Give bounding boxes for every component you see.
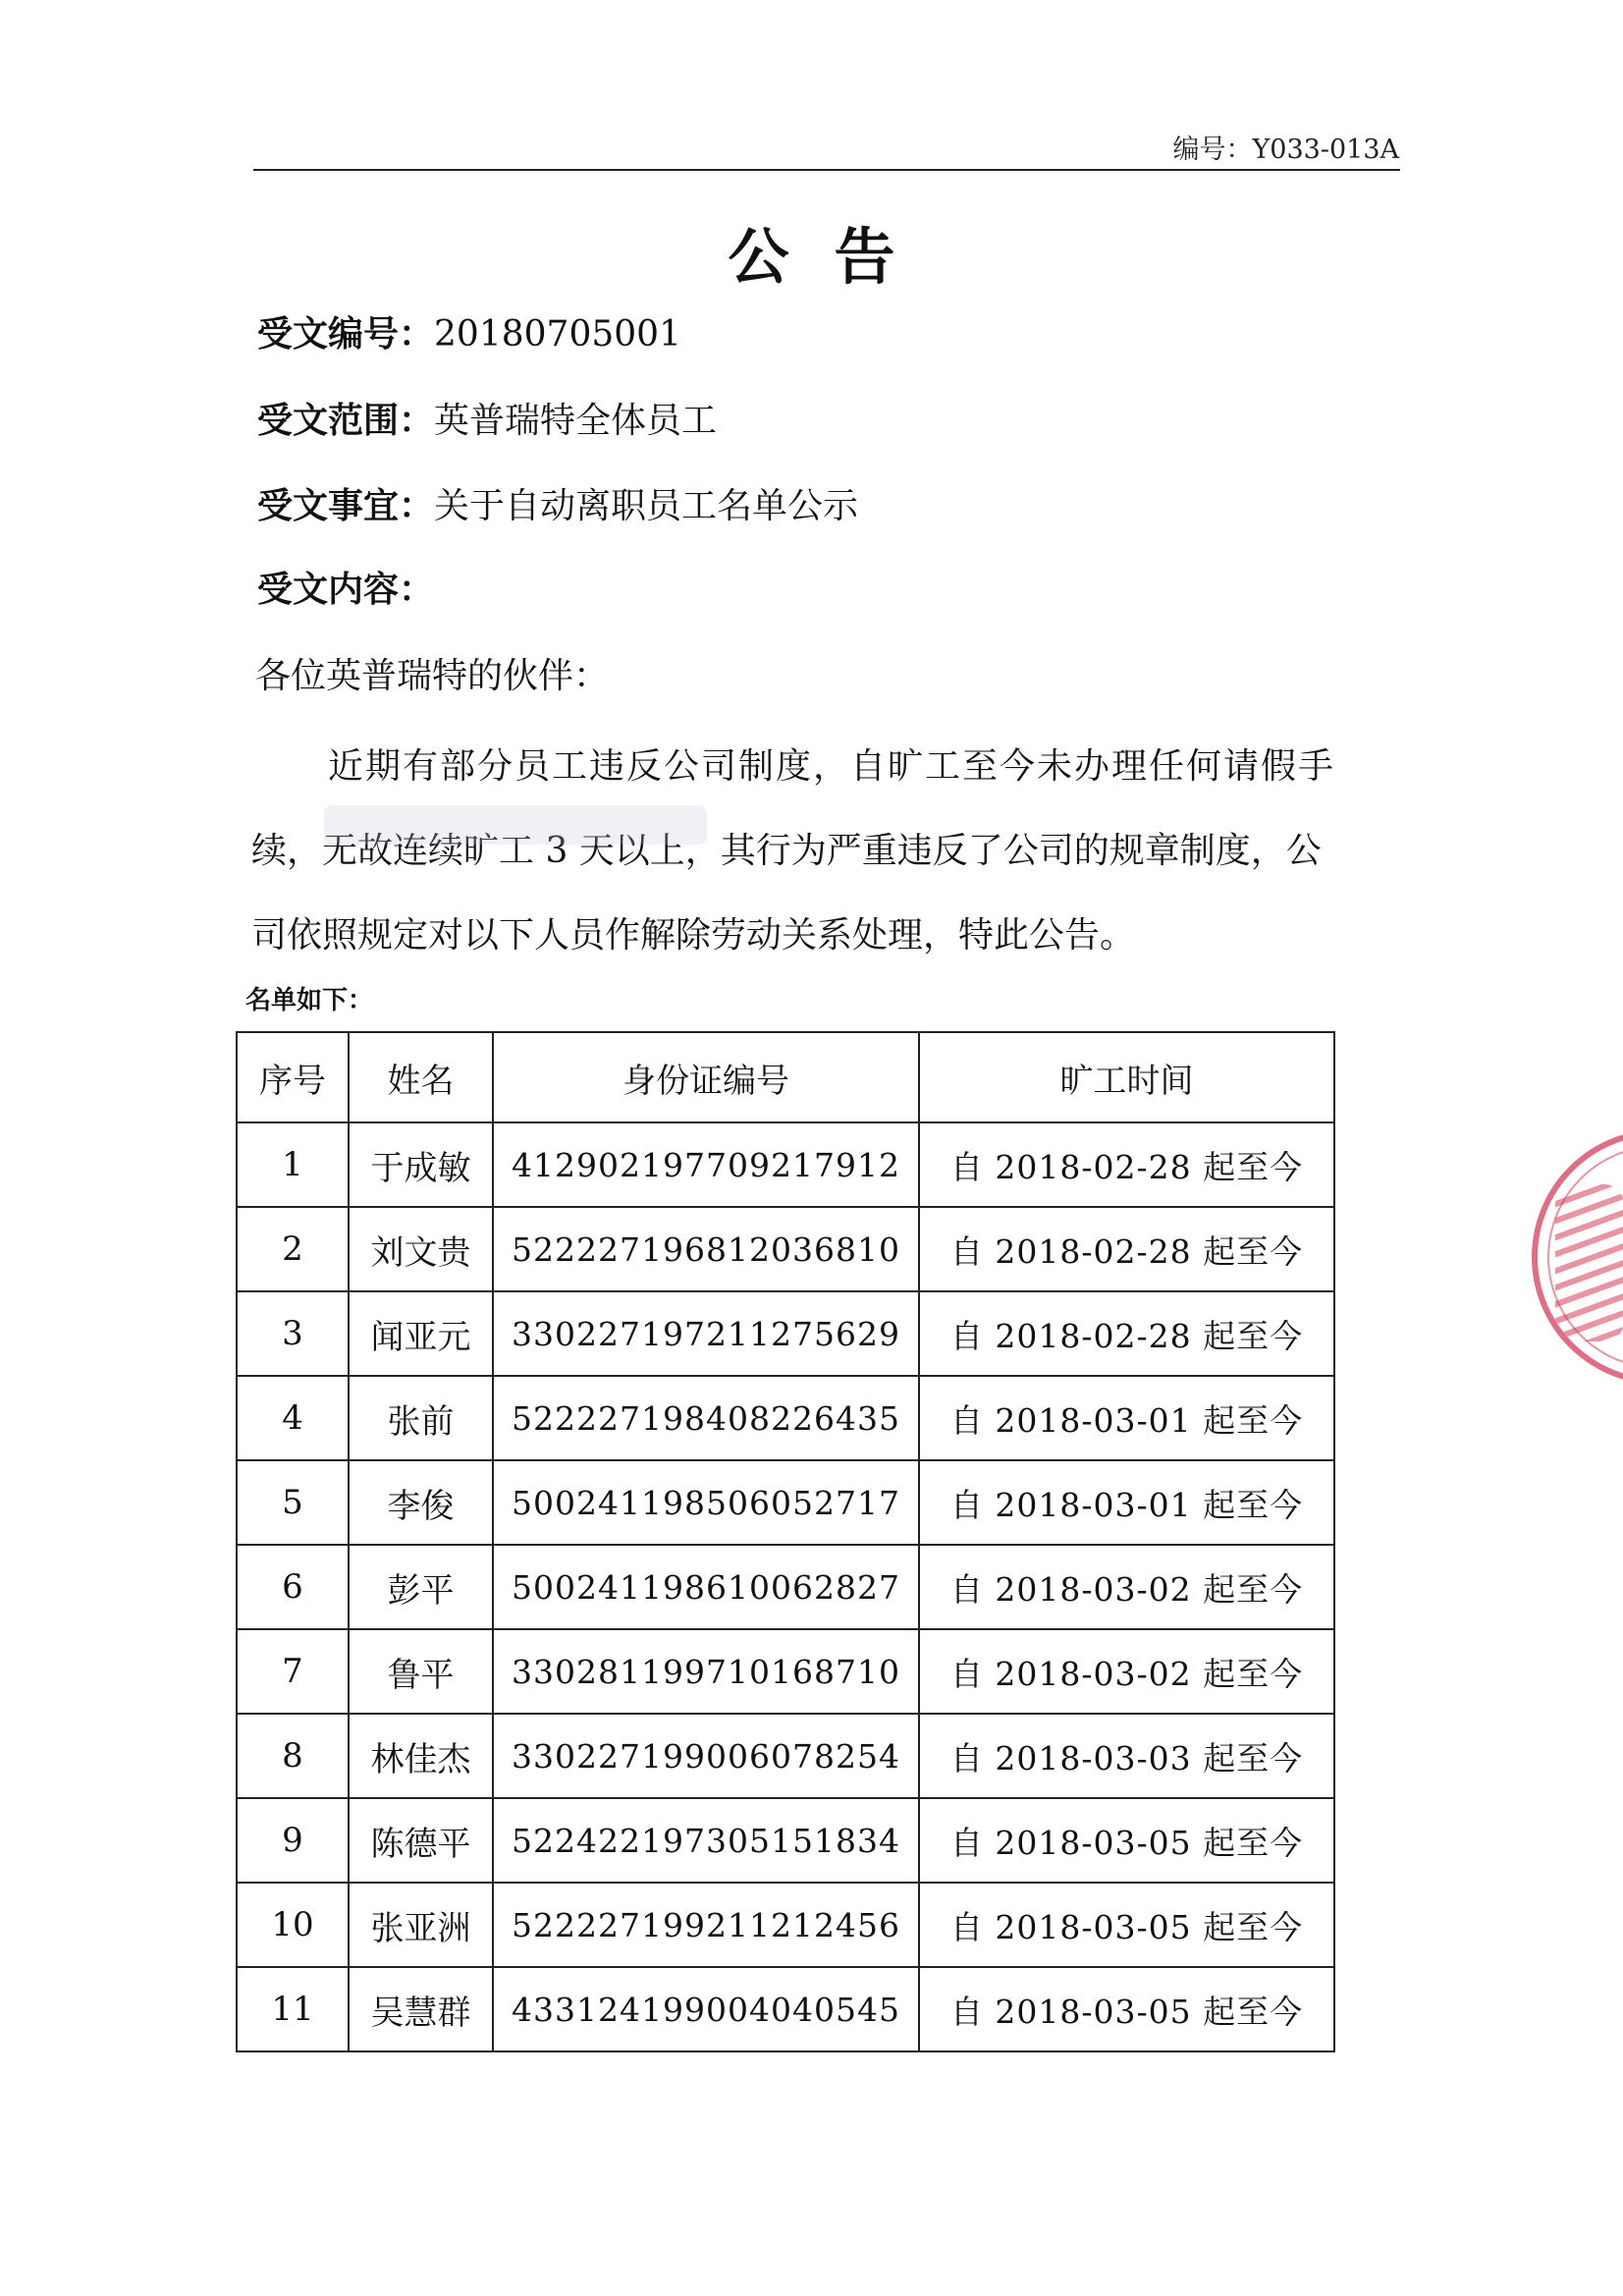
table-row [237, 1967, 1334, 2051]
cell-id-number: 330281199710168710 [493, 1629, 919, 1714]
cell-id-number: 330227197211275629 [493, 1291, 919, 1376]
cell-id-number: 500241198610062827 [493, 1545, 919, 1629]
table-row [237, 1291, 1334, 1376]
cell-absence-period: 自 2018-02-28 起至今 [919, 1291, 1334, 1376]
body-line-2: 续，无故连续旷工 3 天以上，其行为严重违反了公司的规章制度，公 [251, 831, 1322, 871]
field-doc-id-value: 20180705001 [434, 314, 681, 355]
cell-index: 5 [237, 1460, 349, 1545]
page-title: 公告 [728, 221, 941, 293]
cell-index: 3 [237, 1291, 349, 1376]
table-header-row [237, 1032, 1334, 1122]
company-seal [1532, 1129, 1623, 1385]
field-scope-value: 英普瑞特全体员工 [434, 401, 718, 441]
table-row [237, 1714, 1334, 1798]
salutation: 各位英普瑞特的伙伴： [255, 656, 610, 696]
field-subject-value: 关于自动离职员工名单公示 [434, 486, 859, 526]
body-line-3: 司依照规定对以下人员作解除劳动关系处理，特此公告。 [251, 915, 1136, 956]
field-content-label: 受文内容： [257, 570, 435, 610]
table-row [237, 1798, 1334, 1883]
absentee-table [236, 1031, 1335, 2052]
cell-id-number: 330227199006078254 [493, 1714, 919, 1798]
cell-absence-period: 自 2018-03-02 起至今 [919, 1629, 1334, 1714]
field-scope [257, 393, 717, 443]
document-number: 编号：Y033-013A [1172, 135, 1399, 165]
cell-index: 1 [237, 1122, 349, 1207]
cell-index: 8 [237, 1714, 349, 1798]
header-absence-period: 旷工时间 [919, 1032, 1334, 1122]
cell-id-number: 522422197305151834 [493, 1798, 919, 1883]
field-doc-id [257, 306, 681, 356]
cell-id-number: 433124199004040545 [493, 1967, 919, 2051]
header-index: 序号 [237, 1032, 349, 1122]
cell-absence-period: 自 2018-03-05 起至今 [919, 1883, 1334, 1967]
cell-absence-period: 自 2018-03-03 起至今 [919, 1714, 1334, 1798]
cell-name: 张亚洲 [349, 1883, 493, 1967]
list-label: 名单如下： [245, 986, 374, 1015]
scan-smudge [324, 805, 707, 845]
cell-index: 10 [237, 1883, 349, 1967]
cell-index: 4 [237, 1376, 349, 1460]
cell-index: 2 [237, 1207, 349, 1291]
seal-lettering [1555, 1184, 1623, 1341]
cell-name: 李俊 [349, 1460, 493, 1545]
table-row [237, 1376, 1334, 1460]
table-row [237, 1545, 1334, 1629]
table-row [237, 1122, 1334, 1207]
cell-index: 11 [237, 1967, 349, 2051]
header-rule [253, 169, 1400, 171]
cell-absence-period: 自 2018-03-01 起至今 [919, 1460, 1334, 1545]
cell-id-number: 522227198408226435 [493, 1376, 919, 1460]
cell-id-number: 522227196812036810 [493, 1207, 919, 1291]
cell-absence-period: 自 2018-03-05 起至今 [919, 1967, 1334, 2051]
field-scope-label: 受文范围： [257, 401, 435, 441]
field-doc-id-label: 受文编号： [257, 314, 435, 355]
cell-id-number: 412902197709217912 [493, 1122, 919, 1207]
header-id-number: 身份证编号 [493, 1032, 919, 1122]
cell-name: 张前 [349, 1376, 493, 1460]
body-line-1: 近期有部分员工违反公司制度，自旷工至今未办理任何请假手 [328, 746, 1336, 787]
table-row [237, 1460, 1334, 1545]
table-row [237, 1883, 1334, 1967]
cell-absence-period: 自 2018-03-01 起至今 [919, 1376, 1334, 1460]
cell-absence-period: 自 2018-03-02 起至今 [919, 1545, 1334, 1629]
cell-name: 刘文贵 [349, 1207, 493, 1291]
table-row [237, 1207, 1334, 1291]
cell-index: 9 [237, 1798, 349, 1883]
field-subject [257, 478, 858, 528]
field-subject-label: 受文事宜： [257, 486, 435, 526]
cell-name: 吴慧群 [349, 1967, 493, 2051]
table-row [237, 1629, 1334, 1714]
cell-name: 林佳杰 [349, 1714, 493, 1798]
field-content [257, 562, 434, 612]
cell-name: 于成敏 [349, 1122, 493, 1207]
cell-absence-period: 自 2018-02-28 起至今 [919, 1122, 1334, 1207]
cell-absence-period: 自 2018-03-05 起至今 [919, 1798, 1334, 1883]
cell-index: 6 [237, 1545, 349, 1629]
cell-name: 鲁平 [349, 1629, 493, 1714]
header-name: 姓名 [349, 1032, 493, 1122]
cell-index: 7 [237, 1629, 349, 1714]
cell-name: 陈德平 [349, 1798, 493, 1883]
cell-id-number: 500241198506052717 [493, 1460, 919, 1545]
cell-name: 彭平 [349, 1545, 493, 1629]
cell-name: 闻亚元 [349, 1291, 493, 1376]
cell-absence-period: 自 2018-02-28 起至今 [919, 1207, 1334, 1291]
cell-id-number: 522227199211212456 [493, 1883, 919, 1967]
